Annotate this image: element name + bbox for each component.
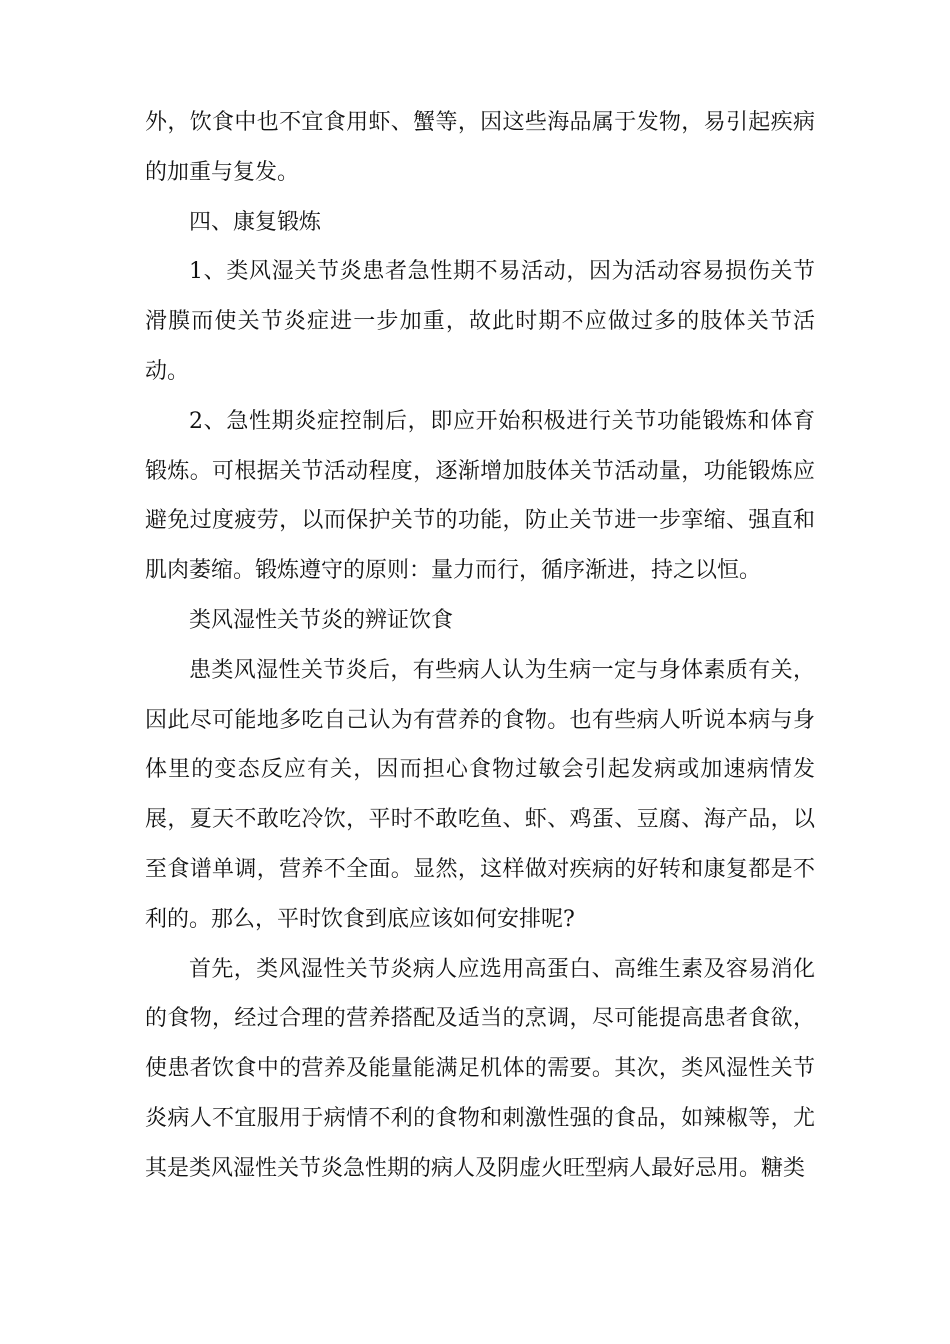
section-heading-rehab: 四、康复锻炼 (189, 209, 322, 235)
paragraph-diet-advice: 首先，类风湿性关节炎病人应选用高蛋白、高维生素及容易消化的食物，经过合理的营养搭配及适当的烹调，尽可能提高患者食欲，使患者饮食中的营养及能量能满足机体的需要。其次，类风湿性关节炎病人不宜服用于病情不利的食物和刺激性强的食品，如辣椒等，尤其是类风湿性关节炎急性期的病人及阴虚火旺型病人最好忌用。糖类 (145, 956, 815, 1181)
section-heading-diet: 类风湿性关节炎的辨证饮食 (189, 607, 454, 633)
paragraph-rehab-1: 1、类风湿关节炎患者急性期不易活动，因为活动容易损伤关节滑膜而使关节炎症进一步加重，故此时期不应做过多的肢体关节活动。 (145, 259, 815, 384)
paragraph-rehab-2: 2、急性期炎症控制后，即应开始积极进行关节功能锻炼和体育锻炼。可根据关节活动程度，逐渐增加肢体关节活动量，功能锻炼应避免过度疲劳，以而保护关节的功能，防止关节进一步挛缩、强直和肌肉萎缩。锻炼遵守的原则：量力而行，循序渐进，持之以恒。 (145, 408, 815, 584)
document-page (145, 98, 815, 1194)
paragraph-diet-intro: 患类风湿性关节炎后，有些病人认为生病一定与身体素质有关，因此尽可能地多吃自己认为有营养的食物。也有些病人听说本病与身体里的变态反应有关，因而担心食物过敏会引起发病或加速病情发展，夏天不敢吃冷饮，平时不敢吃鱼、虾、鸡蛋、豆腐、海产品，以至食谱单调，营养不全面。显然，这样做对疾病的好转和康复都是不利的。那么，平时饮食到底应该如何安排呢? (145, 657, 815, 932)
paragraph-continuation: 外，饮食中也不宜食用虾、蟹等，因这些海品属于发物，易引起疾病的加重与复发。 (145, 110, 815, 185)
